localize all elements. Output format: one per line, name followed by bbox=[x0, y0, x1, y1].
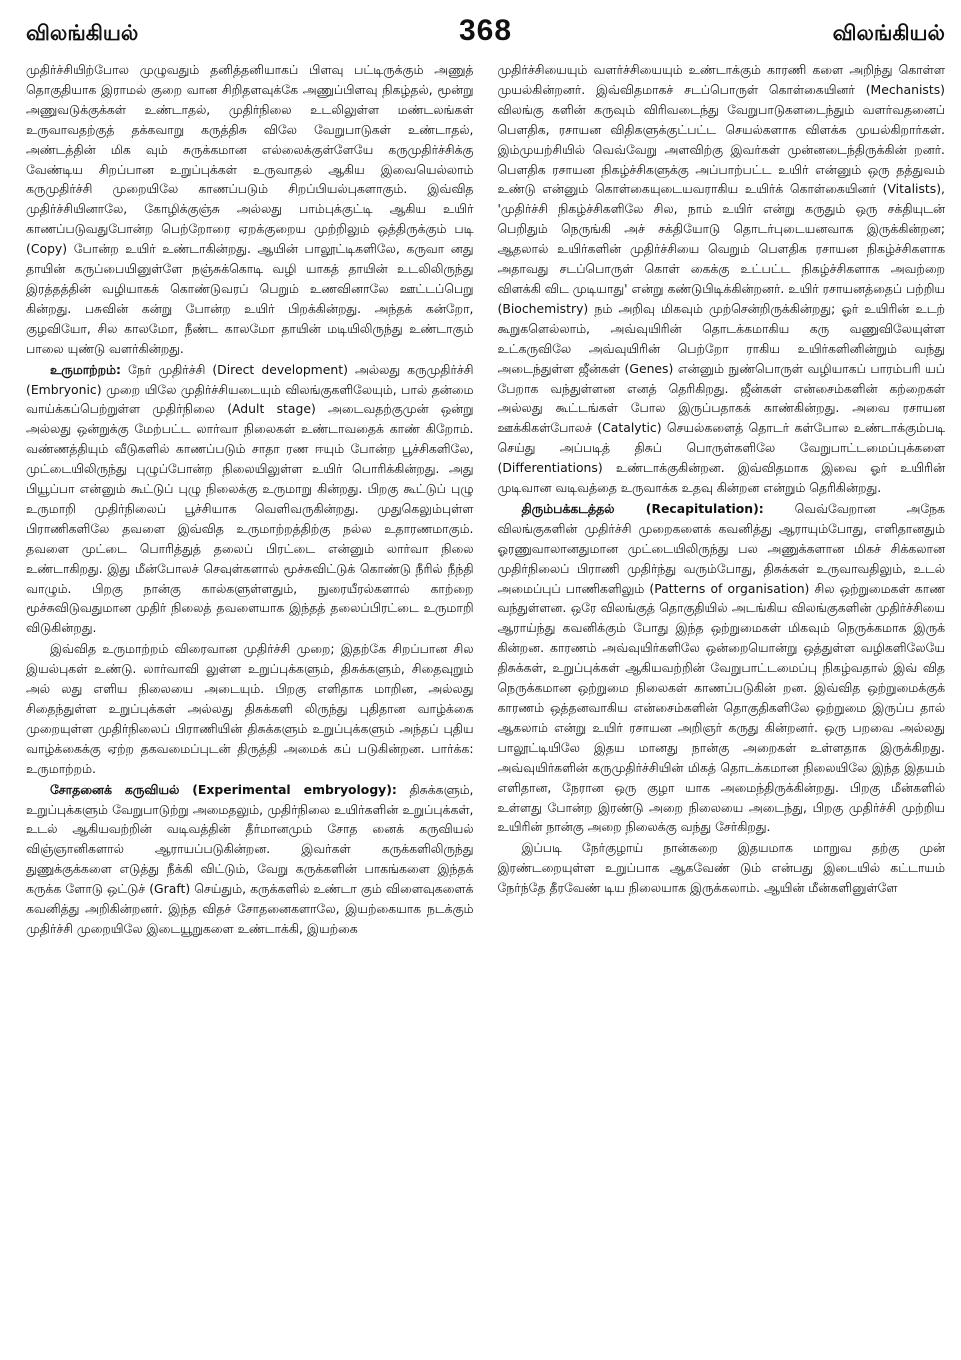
page-number: 368 bbox=[458, 14, 513, 47]
right-column bbox=[498, 60, 946, 1360]
paragraph-text: வெவ்வேறான அநேக விலங்குகளின் முதிர்ச்சி முறைகளைக் கவனித்து ஆராயும்போது, எளிதானதும் ஓரணுவாலானதுமான முட்டையிலிருந்து பல அணுக்களான மிகச் சிக்கலான முதிர்நிலைப் பிராணி முதிர்ந்து வரும்போது, திசுக்கள் உருவாவதிலும், உடல் அமைப்புப் பாணிகளிலும் (Patterns of organisation) சில ஒற்றுமைகள் காண வந்துள்ளன. ஒரே விலங்குத் தொகுதியில் அடங்கிய விலங்குகளின் முதிர்ச்சியை ஆராய்ந்து கவனிக்கும் போது இந்த ஒற்றுமைகள் மிகவும் நெருக்கமாக இருக் கின்றன. காரணம் அவ்வுயிர்களிலே ஒன்றையொன்று ஒத்துள்ள வழிகளிலேயே திசுக்கள், உறுப்புக்கள் ஆகியவற்றின் வேறுபாட்டமைப்பு நிகழ்வதால் இவ் வித நெருக்கமான ஒற்றுமை நிலைகள் காணப்படுகின் றன. இவ்வித ஒற்றுமைக்குக் காரணம் ஒத்தனவாகிய என்சைம்களின் தொகுதிகளிலே ஒற்றுமை இருப்ப தால் ஆகலாம் என்று உயிர் ரசாயன அறிஞர் கருது கின்றனர். ஒரு பறவை அல்லது பாலூட்டியிலே இதய மானது நான்கு அறைகள் உள்ளதாக இருக்கிறது. அவ்வுயிர்களின் கருமுதிர்ச்சியின் மிகத் தொடக்கமான நிலையிலே இந்த இதயம் எளிதான, நேரான ஒரு குழா யாக அமைந்திருக்கின்றது. பிறகு மீன்களில் உள்ளது போன்ற இரண்டு அறை நிலையை அடைந்து, பிறகு முதிர்ச்சி முற்றிய உயிரின் நான்கு அறை நிலைக்கு வந்து சேர்கிறது. bbox=[497, 500, 945, 835]
paragraph-text: நேர் முதிர்ச்சி (Direct development) அல்லது கருமுதிர்ச்சி (Embryonic) முறை யிலே முதிர்ச்சியடையும் விலங்குகளிலேயும், பால் தன்மை வாய்க்கப்பெற்றுள்ள முதிர்நிலை (Adult stage) அடைவதற்குமுன் ஒன்று அல்லது ஒன்றுக்கு மேற்பட்ட லார்வா நிலைகள் உண்டாவதைக் காண் கிறோம். வண்ணத்தியும் வீடுகளில் காணப்படும் சாதா ரண ஈயும் போன்ற பூச்சிகளிலே, முட்டையிலிருந்து புழுப்போன்ற நிலையிலுள்ள உயிர் பொரிக்கின்றது. அது பியூப்பா என்னும் கூட்டுப் புழு நிலைக்கு உருமாறு கின்றது. பிறகு கூட்டுப் புழு உருமாறி முதிர்நிலைப் பூச்சியாக வெளிவருகின்றது. முதுகெலும்புள்ள பிராணிகளிலே தவளை இவ்வித உருமாற்றத்திற்கு நல்ல உதாரணமாகும். தவளை முட்டை பொரித்துத் தலைப் பிரட்டை என்னும் லார்வா நிலை உண்டாகிறது. இது மீன்போலச் செவுள்களால் மூச்சுவிட்டுக் கொண்டு நீரில் நீந்தி வாழும். பிறகு நான்கு கால்களுள்ளதும், நுரையீரல்களால் காற்றை மூச்சுவிடுவதுமான முதிர் நிலைத் தவளையாக இந்தத் தலைப்பிரட்டை உருமாறி விடுகின்றது. bbox=[26, 361, 474, 636]
paragraph: இவ்வித உருமாற்றம் விரைவான முதிர்ச்சி முறை; இதற்கே சிறப்பான சில இயல்புகள் உண்டு. லார்வாவி லுள்ள உறுப்புக்களும், திசுக்களும், சிதைவுறும் அல் லது எளிய நிலையை அடையும். பிறகு எளிதாக மாறின, அல்லது சிதைந்துள்ள உறுப்புக்கள் அல்லது திசுக்களி லிருந்து புதிதான வாழ்க்கை முறையுள்ள முதிர்நிலைப் பிராணியின் திசுக்களும் உறுப்புக்களும் அந்தப் புதிய வாழ்க்கைக்கு ஏற்ற தகவமைப்புடன் திருத்தி அமைக் கப் படுகின்றன. பார்க்க: உருமாற்றம். bbox=[26, 641, 474, 776]
paragraph-recapitulation bbox=[498, 499, 946, 837]
paragraph: இப்படி நேர்குழாய் நான்கறை இதயமாக மாறுவ தற்கு முன் இரண்டறையுள்ள உறுப்பாக ஆகவேண் டும் என்பது இடையில் கட்டாயம் நேர்ந்தே தீரவேண் டிய நிலையாக இருக்கலாம். ஆயின் மீன்களினுள்ளே bbox=[497, 840, 945, 896]
paragraph-metamorphosis bbox=[26, 360, 474, 639]
paragraph: முதிர்ச்சியிற்போல முழுவதும் தனித்தனியாகப் பிளவு பட்டிருக்கும் அணுத் தொகுதியாக இராமல் குறை வான சிறிதளவுக்கே அணுப்பிளவு நிகழ்தல், மூன்று அணுவடுக்குக்கள் உண்டாதல், முதிர்நிலை உடலிலுள்ள மண்டலங்கள் உருவாவதற்குத் தக்கவாறு கருத்திசு விலே வேறுபாடுகள் உண்டாதல், அண்டத்தின் மிக வும் சுருக்கமான எல்லைக்குள்ளேயே கருமுதிர்ச்சிக்கு வேண்டிய சிறப்பான உறுப்புக்கள் உருவாதல் ஆகிய இவையெல்லாம் கருமுதிர்ச்சி முறையிலே காணப்படும் சிறப்பியல்புகளாகும். இவ்வித முதிர்ச்சியினாலே, கோழிக்குஞ்சு அல்லது பாம்புக்குட்டி ஆகிய உயிர் காணப்படுவதுபோன்ற பெற்றோரை ஏறக்குறைய முற்றிலும் ஒத்திருக்கும் படி (Copy) போன்ற உயிர் உண்டாகின்றது. ஆயின் பாலூட்டிகளிலே, கருவா னது தாயின் கருப்பையினுள்ளே நஞ்சுக்கொடி வழி யாகத் தாயின் உடலிலிருந்து இரத்தத்தின் வழியாகக் கொண்டுவரப் பெறும் உணவினாலே ஊட்டப்பெறு கின்றது. பசுவின் கன்று போன்ற உயிர் பிறக்கின்றது. அந்தக் கன்றோ, குழவியோ, சில காலமோ, நீண்ட காலமோ தாயின் மடியிலிருந்து உண்டாகும் பாலை யுண்டு வளர்கின்றது. bbox=[26, 62, 474, 356]
paragraph-experimental-embryology bbox=[26, 780, 474, 939]
running-head-left: விலங்கியல் bbox=[26, 21, 139, 45]
left-column bbox=[26, 60, 474, 1360]
paragraph: முதிர்ச்சியையும் வளர்ச்சியையும் உண்டாக்கும் காரணி களை அறிந்து கொள்ள முயல்கின்றனர். இவ்விதமாகச் சடப்பொருள் கொள்கையினர் (Mechanists) விலங்கு களின் கருவும் விரிவடைந்து வேறுபாடுகளடைந்தும் வளர்வதனைப் பௌதிக, ரசாயன விதிகளுக்குட்பட்ட செயல்களாக விளக்க முயல்கிறார்கள். இம்முயற்சியில் வெவ்வேறு அளவிற்கு இவர்கள் முன்னடைந்திருக்கின் றனர். பௌதிக ரசாயன நிகழ்ச்சிகளுக்கு அப்பாற்பட்ட உயிர் என்னும் ஒரு தத்துவம் உண்டு என்னும் கொள்கையுடையவராகிய உயிர்க் கொள்கையினர் (Vitalists), 'முதிர்ச்சி நிகழ்ச்சிகளிலே சில, நாம் உயிர் என்று கருதும் ஒரு சக்தியுடன் பெறிதும் நெருங்கி அச் சக்தியோடு தொடர்புடையனவாக இருக்கின்றன; ஆதலால் உயிர்களின் முதிர்ச்சியை வெறும் பௌதிக ரசாயன நிகழ்ச்சிகளாக அதாவது சடப்பொருள் கொள் கைக்கு உட்பட்ட நிகழ்ச்சிகளாக அவற்றை விளக்கி விட முடியாது' என்று கண்டுபிடிக்கின்றனர். உயிர் ரசாயனத்தைப் பற்றிய (Biochemistry) நம் அறிவு மிகவும் முற்சென்றிருக்கின்றது; ஓர் உயிரின் உடற் கூறுகளெல்லாம், அவ்வுயிரின் தொடக்கமாகிய கரு வணுவிலேயுள்ள உட்கருவிலே அவ்வுயிரின் பெற்றோ ராகிய உயிர்களினின்றும் வந்து அடைந்துள்ள ஜீன்கள் (Genes) என்னும் நுண்பொருள் வழியாகப் பாரம்பரி யப் பேறாக வந்துள்ளன எனத் தெரிகிறது. ஜீன்கள் என்சைம்களின் கற்றைகள் அல்லது கூட்டங்கள் போல இருப்பதாகக் காண்கின்றது. அவை ரசாயன ஊக்கிகள்போலச் (Catalytic) செயல்களைத் தொடர் கள்போல உண்டாக்கும்படி செய்து அப்படித் திசுப் பொருள்களிலே வேறுபாட்டமைப்புக்களை (Differentiations) உண்டாக்குகின்றன. இவ்விதமாக இவை ஓர் உயிரின் முடிவான வடிவத்தை உருவாக்க உதவு கின்றன என்றும் தெரிகின்றது. bbox=[497, 62, 945, 496]
page-body bbox=[26, 60, 945, 1360]
section-heading: உருமாற்றம்: bbox=[50, 361, 121, 377]
page-header bbox=[26, 14, 945, 60]
paragraph-text: திசுக்களும், உறுப்புக்களும் வேறுபாடுற்று அமைதலும், முதிர்நிலை உயிர்களின் உறுப்புக்கள், உடல் ஆகியவற்றின் வடிவத்தின் தீர்மானமும் சோத னைக் கருவியல் விஞ்ஞானிகளால் ஆராயப்படுகின்றன. இவர்கள் கருக்களிலிருந்து துணுக்குக்களை எடுத்து நீக்கி விட்டும், வேறு கருக்களின் பாகங்களை இந்தக் கருக்க ளோடு ஒட்டுச் (Graft) செய்தும், கருக்களில் உண்டா கும் விளைவுகளைக் கவனித்து அறிகின்றனர். இந்த விதச் சோதனைகளாலே, இயற்கையாக நடக்கும் முதிர்ச்சி முறையிலே இடையூறுகளை உண்டாக்கி, இயற்கை bbox=[26, 781, 474, 936]
section-heading: சோதனைக் கருவியல் (Experimental embryology): bbox=[50, 781, 397, 797]
running-head-right: விலங்கியல் bbox=[832, 21, 945, 45]
section-heading: திரும்பக்கடத்தல் (Recapitulation): bbox=[521, 500, 764, 516]
